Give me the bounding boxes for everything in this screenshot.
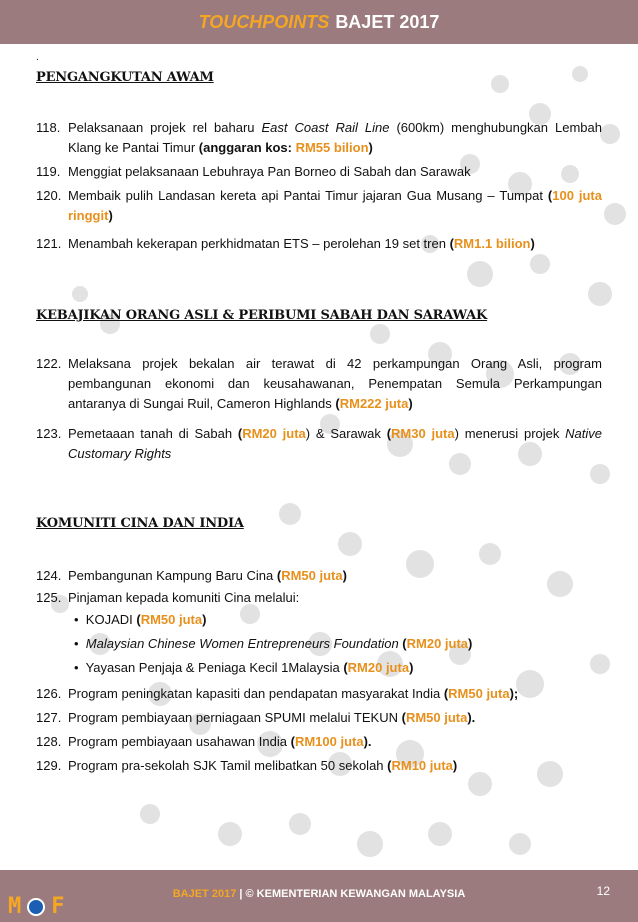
page-footer <box>0 870 638 922</box>
page-header <box>0 0 638 44</box>
item-number: 120. <box>36 188 62 203</box>
header-title: BAJET 2017 <box>335 12 440 32</box>
bullet-item: • Malaysian Chinese Women Entrepreneurs Foundation (RM20 juta) <box>74 636 473 651</box>
item-number: 127. <box>36 710 62 725</box>
mof-logo: M F <box>8 894 65 919</box>
list-item: 128. Program pembiayaan usahawan India (RM100 juta). <box>36 732 602 752</box>
item-number: 124. <box>36 568 62 583</box>
item-number: 118. <box>36 120 61 135</box>
list-item: 119. Menggiat pelaksanaan Lebuhraya Pan Borneo di Sabah dan Sarawak <box>36 162 602 182</box>
section-title-kebajikan: KEBAJIKAN ORANG ASLI & PERIBUMI SABAH DAN SARAWAK <box>36 308 488 323</box>
list-item: 122. Melaksana projek bekalan air terawat di 42 perkampungan Orang Asli, program pembangunan ekonomi dan keusahawanan, Penempatan Semula Perkampungan antaranya di Sungai Ruil, Cameron Highlands (RM222 juta) <box>36 356 602 411</box>
list-item: 129. Program pra-sekolah SJK Tamil melibatkan 50 sekolah (RM10 juta) <box>36 756 602 776</box>
item-number: 123. <box>36 426 62 441</box>
dot-mark: . <box>36 52 39 63</box>
list-item: 124. Pembangunan Kampung Baru Cina (RM50 juta) <box>36 566 602 586</box>
bullet-item: • KOJADI (RM50 juta) <box>74 612 207 627</box>
item-number: 121. <box>36 236 62 251</box>
footer-text: BAJET 2017 | © KEMENTERIAN KEWANGAN MALAYSIA <box>172 888 466 900</box>
item-number: 122. <box>36 356 62 371</box>
list-item: 123. Pemetaaan tanah di Sabah (RM20 juta) & Sarawak (RM30 juta) menerusi projek Native Customary Rights <box>36 426 603 461</box>
bullet-item: • Yayasan Penjaja & Peniaga Kecil 1Malaysia (RM20 juta) <box>74 660 414 675</box>
item-number: 119. <box>36 164 61 179</box>
item-number: 126. <box>36 686 62 701</box>
list-item: 125. Pinjaman kepada komuniti Cina melalui: <box>36 588 602 608</box>
item-number: 125. <box>36 590 62 605</box>
list-item: 120. Membaik pulih Landasan kereta api Pantai Timur jajaran Gua Musang – Tumpat (100 juta ringgit) <box>36 188 602 223</box>
section-title-komuniti: KOMUNITI CINA DAN INDIA <box>36 516 244 531</box>
list-item: 121. Menambah kekerapan perkhidmatan ETS – perolehan 19 set tren (RM1.1 bilion) <box>36 234 602 254</box>
header-title-highlight: TOUCHPOINTS <box>198 12 330 32</box>
globe-icon <box>27 898 45 916</box>
page-number: 12 <box>596 884 610 898</box>
list-item: 127. Program pembiayaan perniagaan SPUMI melalui TEKUN (RM50 juta). <box>36 708 602 728</box>
section-title-pengangkutan: PENGANGKUTAN AWAM <box>36 70 214 85</box>
list-item: 126. Program peningkatan kapasiti dan pendapatan masyarakat India (RM50 juta); <box>36 684 602 704</box>
item-number: 128. <box>36 734 62 749</box>
list-item: 118. Pelaksanaan projek rel baharu East Coast Rail Line (600km) menghubungkan Lembah Klang ke Pantai Timur (anggaran kos: RM55 bilion) <box>36 120 602 155</box>
item-number: 129. <box>36 758 62 773</box>
